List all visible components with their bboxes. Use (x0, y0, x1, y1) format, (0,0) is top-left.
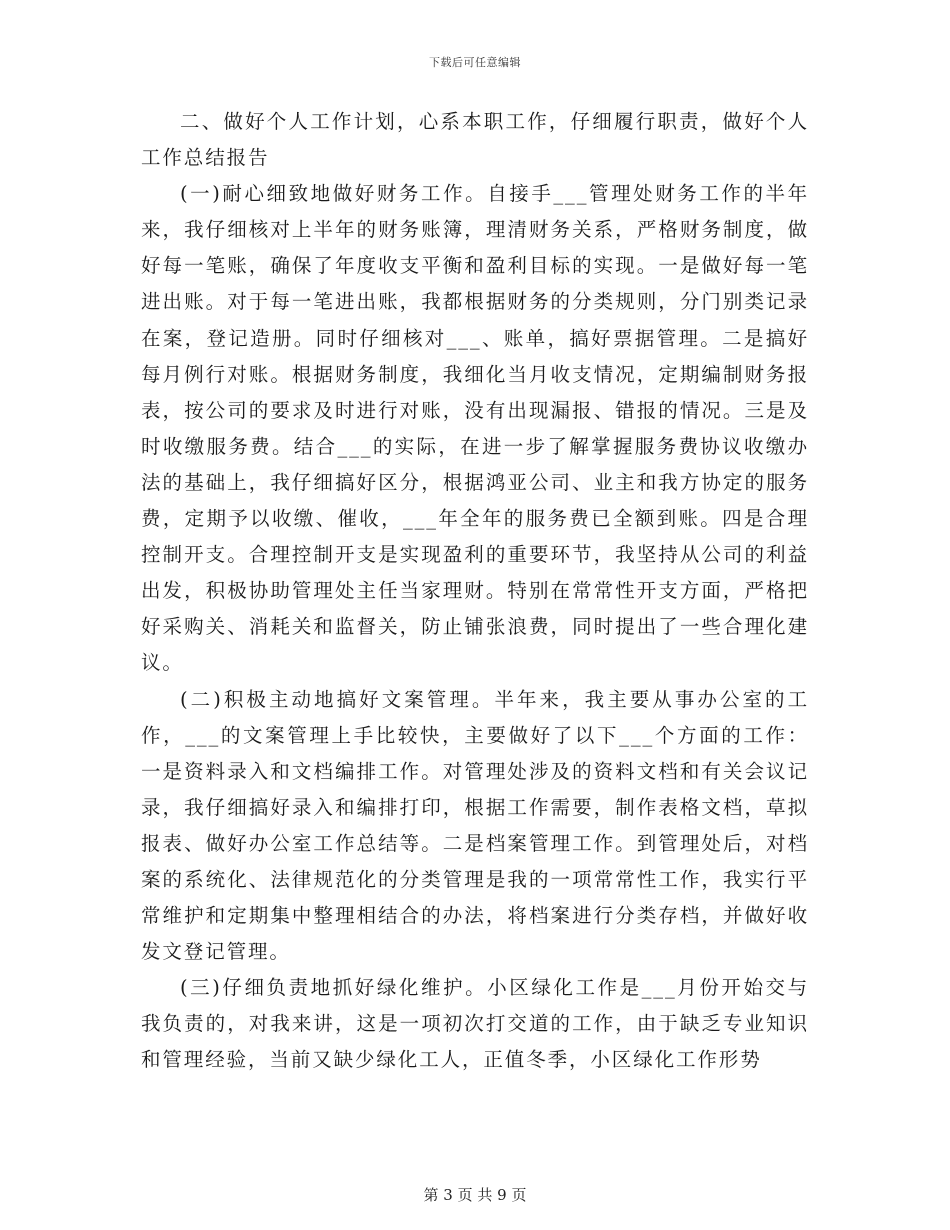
section-heading-paragraph: 二、做好个人工作计划，心系本职工作，仔细履行职责，做好个人工作总结报告 (141, 110, 809, 170)
finance-work-paragraph: (一)耐心细致地做好财务工作。自接手___管理处财务工作的半年来，我仔细核对上半年的财务账簿，理清财务关系，严格财务制度，做好每一笔账，确保了年度收支平衡和盈利目标的实现。一是做好每一笔进出账。对于每一笔进出账，我都根据财务的分类规则，分门别类记录在案，登记造册。同时仔细核对___、账单，搞好票据管理。二是搞好每月例行对账。根据财务制度，我细化当月收支情况，定期编制财务报表，按公司的要求及时进行对账，没有出现漏报、错报的情况。三是及时收缴服务费。结合___的实际，在进一步了解掌握服务费协议收缴办法的基础上，我仔细搞好区分，根据鸿亚公司、业主和我方协定的服务费，定期予以收缴、催收，___年全年的服务费已全额到账。四是合理控制开支。合理控制开支是实现盈利的重要环节，我坚持从公司的利益出发，积极协助管理处主任当家理财。特别在常常性开支方面，严格把好采购关、消耗关和监督关，防止铺张浪费，同时提出了一些合理化建议。 (141, 182, 809, 675)
greening-maintenance-paragraph: (三)仔细负责地抓好绿化维护。小区绿化工作是___月份开始交与我负责的，对我来讲，这是一项初次打交道的工作，由于缺乏专业知识和管理经验，当前又缺少绿化工人，正值冬季，小区绿化工作形势 (141, 976, 809, 1072)
page-number: 第 3 页 共 9 页 (423, 1186, 527, 1204)
document-body (141, 104, 809, 1079)
page-header: 下载后可任意编辑 (429, 56, 521, 69)
document-management-paragraph: (二)积极主动地搞好文案管理。半年来，我主要从事办公室的工作，___的文案管理上手比较快，主要做好了以下___个方面的工作：一是资料录入和文档编排工作。对管理处涉及的资料文档和有关会议记录，我仔细搞好录入和编排打印，根据工作需要，制作表格文档，草拟报表、做好办公室工作总结等。二是档案管理工作。到管理处后，对档案的系统化、法律规范化的分类管理是我的一项常常性工作，我实行平常维护和定期集中整理相结合的办法，将档案进行分类存档，并做好收发文登记管理。 (141, 687, 809, 964)
